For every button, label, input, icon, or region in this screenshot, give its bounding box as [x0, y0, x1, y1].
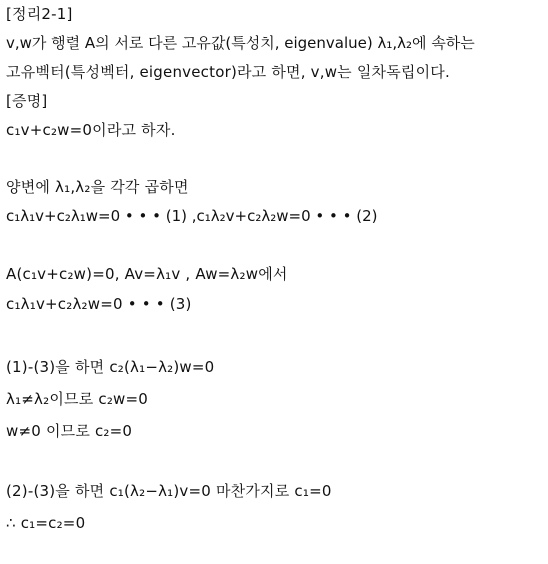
- proof-heading: [증명]: [6, 92, 48, 110]
- equations-1-2-line: c₁λ₁v+c₂λ₁w=0 • • • (1) ,c₁λ₂v+c₂λ₂w=0 • • • (2): [6, 207, 378, 225]
- theorem-statement-line-1: v,w가 행렬 A의 서로 다른 고유값(특성치, eigenvalue) λ₁,λ₂에 속하는: [6, 34, 475, 52]
- theorem-heading: [정리2-1]: [6, 5, 73, 23]
- assumption-line: c₁v+c₂w=0이라고 하자.: [6, 121, 176, 139]
- subtract-2-3-line: (2)-(3)을 하면 c₁(λ₂−λ₁)v=0 마찬가지로 c₁=0: [6, 482, 332, 500]
- subtract-1-3-line: (1)-(3)을 하면 c₂(λ₁−λ₂)w=0: [6, 358, 215, 376]
- multiply-line: 양변에 λ₁,λ₂을 각각 곱하면: [6, 178, 189, 196]
- equation-3-line: c₁λ₁v+c₂λ₂w=0 • • • (3): [6, 295, 192, 313]
- theorem-statement-line-2: 고유벡터(특성벡터, eigenvector)라고 하면, v,w는 일차독립이다.: [6, 63, 450, 81]
- c2-zero-line: w≠0 이므로 c₂=0: [6, 422, 133, 440]
- apply-matrix-line: A(c₁v+c₂w)=0, Av=λ₁v , Aw=λ₂w에서: [6, 265, 288, 283]
- conclusion-line: ∴ c₁=c₂=0: [6, 514, 86, 532]
- distinct-eigenvalues-line: λ₁≠λ₂이므로 c₂w=0: [6, 390, 149, 408]
